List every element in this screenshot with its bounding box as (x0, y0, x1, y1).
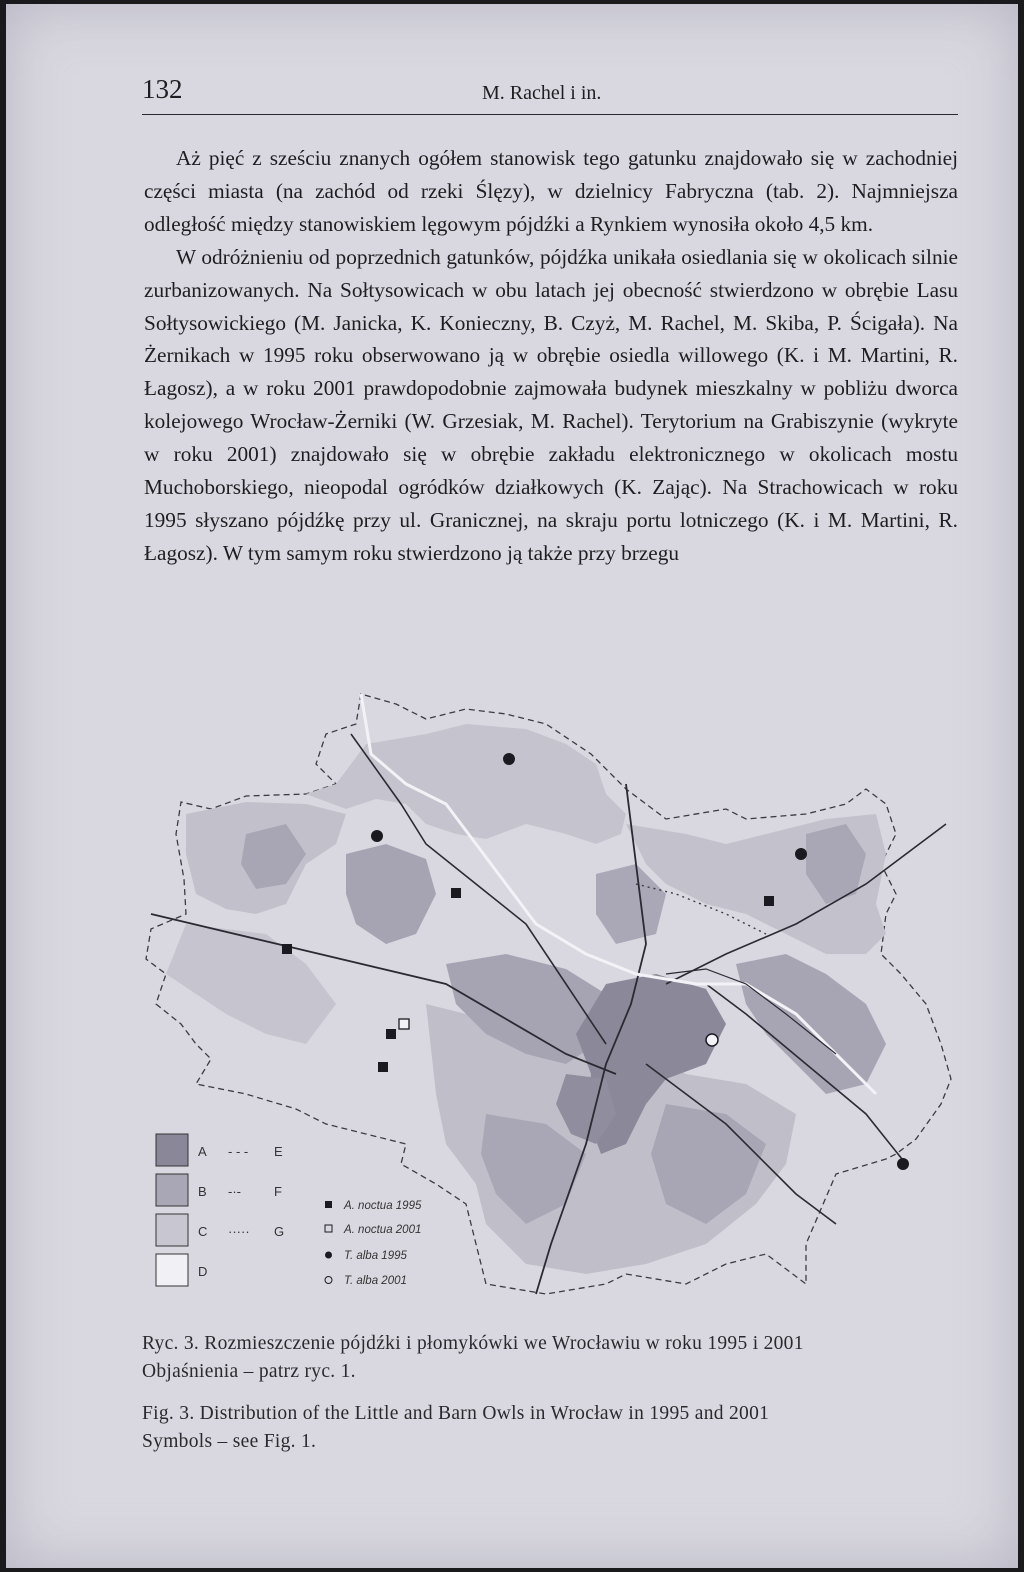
a-noctua-1995-marker (451, 888, 461, 898)
wroclaw-map (6, 684, 1018, 1314)
legend-letter-e: E (274, 1144, 283, 1159)
legend-swatch-b (156, 1174, 188, 1206)
a-noctua-1995-marker (378, 1062, 388, 1072)
figure-map (6, 684, 1018, 1314)
caption-en-line-1: Fig. 3. Distribution of the Little and Barn Owls in Wrocław in 1995 and 2001 (142, 1403, 770, 1424)
open-square-icon (325, 1225, 332, 1232)
legend-letter-c: C (198, 1224, 208, 1239)
legend-letter-a: A (198, 1144, 207, 1159)
legend-dash-g: ····· (228, 1224, 250, 1239)
paragraph-2: W odróżnieniu od poprzednich gatunków, pójdźka unikała osiedlania się w okolicach silnie zurbanizowanych. Na Sołtysowicach w obu latach jej obecność stwierdzono w obrębie Lasu Sołtysowickiego (M. Janicka, K. Konieczny, B. Czyż, M. Rachel, M. Skiba, P. Ścigała). Na Żernikach w 1995 roku obserwowano ją w obrębie osiedla willowego (K. i M. Martini, R. Łagosz), a w roku 2001 prawdopodobnie zajmowała budynek mieszkalny w pobliżu dworca kolejowego Wrocław-Żerniki (W. Grzesiak, M. Rachel). Terytorium na Grabiszynie (wykryte w roku 2001) znajdowało się w obrębie zakładu elektronicznego w okolicach mostu Muchoborskiego, nieopodal ogródków działkowych (K. Zając). Na Strachowicach w roku 1995 słyszano pójdźkę przy ul. Granicznej, na skraju portu lotniczego (K. i M. Martini, R. Łagosz). W tym samym roku stwierdzono ją także przy brzegu (144, 244, 958, 565)
caption-pl-line-1: Ryc. 3. Rozmieszczenie pójdźki i płomykówki we Wrocławiu w roku 1995 i 2001 (142, 1333, 804, 1354)
a-noctua-1995-marker (282, 944, 292, 954)
t-alba-1995-marker (503, 753, 515, 765)
t-alba-1995-marker (897, 1158, 909, 1170)
page-number: 132 (142, 74, 183, 104)
caption-english (142, 1400, 962, 1456)
legend-swatch-c (156, 1214, 188, 1246)
caption-pl-line-2: Objaśnienia – patrz ryc. 1. (142, 1361, 356, 1382)
open-circle-icon (325, 1277, 332, 1284)
legend-symbol-label-4: T. alba 2001 (344, 1275, 407, 1287)
running-head: M. Rachel i in. (482, 82, 602, 104)
page-header (142, 74, 958, 115)
filled-square-icon (325, 1201, 332, 1208)
t-alba-1995-marker (795, 848, 807, 860)
paragraph-1: Aż pięć z sześciu znanych ogółem stanowisk tego gatunku znajdowało się w zachodniej części miasta (na zachód od rzeki Ślęzy), w dzielnicy Fabryczna (tab. 2). Najmniejsza odległość między stanowiskiem lęgowym pójdźki a Rynkiem wynosiła około 4,5 km. (144, 146, 958, 236)
body-text (144, 142, 958, 570)
filled-circle-icon (325, 1252, 332, 1259)
a-noctua-1995-marker (386, 1029, 396, 1039)
legend-letter-b: B (198, 1184, 207, 1199)
caption-en-line-2: Symbols – see Fig. 1. (142, 1431, 317, 1452)
legend-swatch-a (156, 1134, 188, 1166)
legend-letter-g: G (274, 1224, 285, 1239)
legend-symbol-label-2: A. noctua 2001 (344, 1224, 422, 1236)
legend-dash-f: -·- (228, 1184, 241, 1199)
legend-areas (156, 1134, 207, 1286)
a-noctua-2001-marker (399, 1019, 409, 1029)
legend-lines (228, 1144, 284, 1239)
caption-polish (142, 1330, 962, 1386)
legend-symbols (325, 1200, 422, 1287)
t-alba-1995-marker (371, 830, 383, 842)
legend-symbol-label-3: T. alba 1995 (344, 1250, 407, 1262)
t-alba-2001-marker (706, 1034, 718, 1046)
legend-letter-d: D (198, 1264, 208, 1279)
legend-swatch-d (156, 1254, 188, 1286)
legend-letter-f: F (274, 1184, 282, 1199)
book-page (6, 4, 1018, 1568)
legend-symbol-label-1: A. noctua 1995 (344, 1200, 422, 1212)
legend-dash-e: - - - (228, 1144, 249, 1159)
a-noctua-1995-marker (764, 896, 774, 906)
